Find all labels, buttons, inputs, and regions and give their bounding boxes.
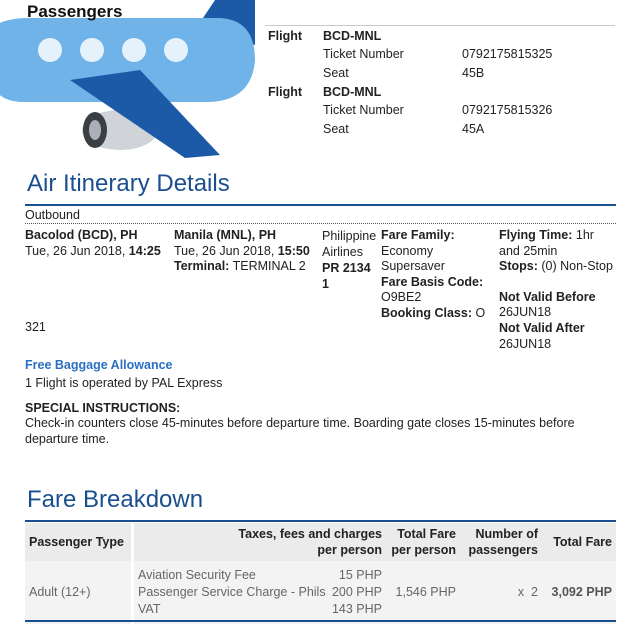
special-instructions-line: Check-in counters close 45-minutes before departure time. Boarding gate closes 15-minutes before xyxy=(25,416,575,430)
dotted-divider xyxy=(25,223,616,224)
ticket-number: 0792175815325 xyxy=(462,47,553,61)
origin-datetime: Tue, 26 Jun 2018, 14:25 xyxy=(25,244,161,258)
operated-note: 1 Flight is operated by PAL Express xyxy=(25,376,223,390)
fare-breakdown-title: Fare Breakdown xyxy=(27,486,204,513)
flight-label: Flight xyxy=(268,85,303,99)
passengers-title: Passengers xyxy=(27,2,123,21)
baggage-allowance-link[interactable]: Free Baggage Allowance xyxy=(25,358,173,372)
passenger-type-cell: Adult (12+) xyxy=(25,561,131,624)
taxes-cell: Aviation Security Fee 15 PHP Passenger Service Charge - Phils 200 PHP VAT 143 PHP xyxy=(134,561,386,624)
seat-value: 45B xyxy=(462,66,485,80)
itinerary-title: Air Itinerary Details xyxy=(27,170,230,197)
flight-route: BCD-MNL xyxy=(323,85,382,99)
total-fare-cell: 3,092 PHP xyxy=(542,561,616,624)
airline-info: Philippine Airlines PR 2134 1 xyxy=(322,229,377,291)
timing-info: Flying Time: 1hr and 25min Stops: (0) Non-Stop Not Valid Before 26JUN18 Not Valid After 26JUN18 xyxy=(499,228,613,351)
special-instructions-line: departure time. xyxy=(25,432,110,446)
direction-label: Outbound xyxy=(25,208,80,222)
destination-city: Manila (MNL), PH xyxy=(174,228,277,242)
seat-value: 45A xyxy=(462,122,485,136)
section-rule xyxy=(25,520,616,522)
header-passenger-type: Passenger Type xyxy=(25,523,131,561)
passenger-count-cell: x 2 xyxy=(460,561,542,624)
ticket-label: Ticket Number xyxy=(323,47,404,61)
header-taxes: Taxes, fees and charges per person xyxy=(134,523,386,561)
flight-label: Flight xyxy=(268,29,303,43)
destination-terminal: Terminal: TERMINAL 2 xyxy=(174,259,306,273)
origin-city: Bacolod (BCD), PH xyxy=(25,228,138,242)
total-per-person-cell: 1,546 PHP xyxy=(386,561,460,624)
ticket-label: Ticket Number xyxy=(323,103,404,117)
fare-table xyxy=(25,523,616,624)
table-header-row xyxy=(25,523,616,561)
special-instructions-title: SPECIAL INSTRUCTIONS: xyxy=(25,401,181,415)
destination-datetime: Tue, 26 Jun 2018, 15:50 xyxy=(174,244,310,258)
table-row xyxy=(25,561,616,624)
ticket-number: 0792175815326 xyxy=(462,103,553,117)
fare-info: Fare Family: Economy Supersaver Fare Basis Code: O9BE2 Booking Class: O xyxy=(381,228,486,320)
section-rule xyxy=(25,204,616,206)
table-bottom-rule xyxy=(25,620,616,622)
flight-route: BCD-MNL xyxy=(323,29,382,43)
header-total-fare: Total Fare xyxy=(542,523,616,561)
header-number-of-passengers: Number of passengers xyxy=(460,523,542,561)
airplane-illustration xyxy=(0,0,270,160)
seat-label: Seat xyxy=(323,66,349,80)
seat-label: Seat xyxy=(323,122,349,136)
aircraft-type: 321 xyxy=(25,320,46,334)
header-total-per-person: Total Fare per person xyxy=(386,523,460,561)
divider xyxy=(265,25,615,26)
